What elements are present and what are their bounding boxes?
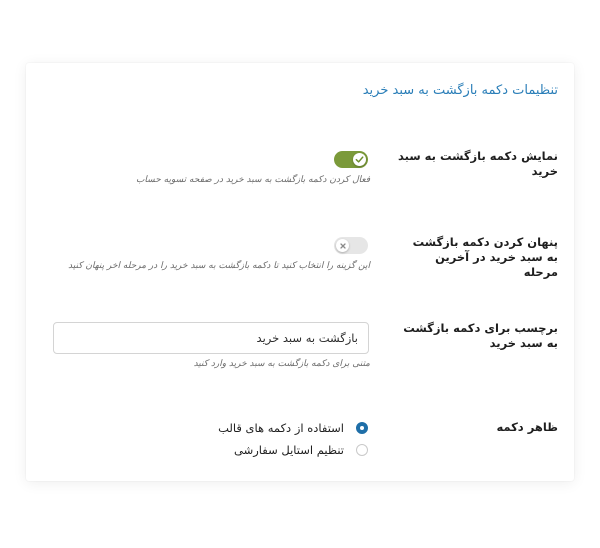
close-icon: [339, 242, 347, 250]
show-return-toggle[interactable]: [334, 151, 368, 168]
hide-last-step-toggle[interactable]: [334, 237, 368, 254]
radio-custom-style[interactable]: [356, 444, 368, 456]
button-label-label: برچسب برای دکمه بازگشت به سبد خرید: [403, 321, 558, 350]
settings-card: [26, 63, 574, 481]
show-return-help: فعال کردن دکمه بازگشت به سبد خرید در صفحه تسویه حساب: [135, 175, 370, 185]
hide-last-step-help: این گزینه را انتخاب کنید تا دکمه بازگشت به سبد خرید را در مرحله اخر پنهان کنید: [68, 261, 370, 271]
appearance-option-custom[interactable]: [234, 443, 368, 457]
toggle-knob: [336, 239, 349, 252]
button-label-help: متنی برای دکمه بازگشت به سبد خرید وارد کنید: [193, 359, 370, 369]
radio-theme-buttons-label: استفاده از دکمه های قالب: [218, 421, 344, 435]
settings-title: تنظیمات دکمه بازگشت به سبد خرید: [362, 83, 558, 98]
radio-custom-style-label: تنظیم استایل سفارشی: [234, 443, 344, 457]
show-return-label: نمایش دکمه بازگشت به سبد خرید: [398, 149, 558, 178]
appearance-option-theme[interactable]: [218, 421, 368, 435]
button-label-input[interactable]: [53, 322, 369, 354]
hide-last-step-label: پنهان کردن دکمه بازگشت به سبد خرید در آخرین مرحله: [412, 235, 558, 279]
appearance-label: ظاهر دکمه: [496, 420, 558, 434]
toggle-knob: [353, 153, 366, 166]
check-icon: [355, 155, 364, 164]
radio-theme-buttons[interactable]: [356, 422, 368, 434]
